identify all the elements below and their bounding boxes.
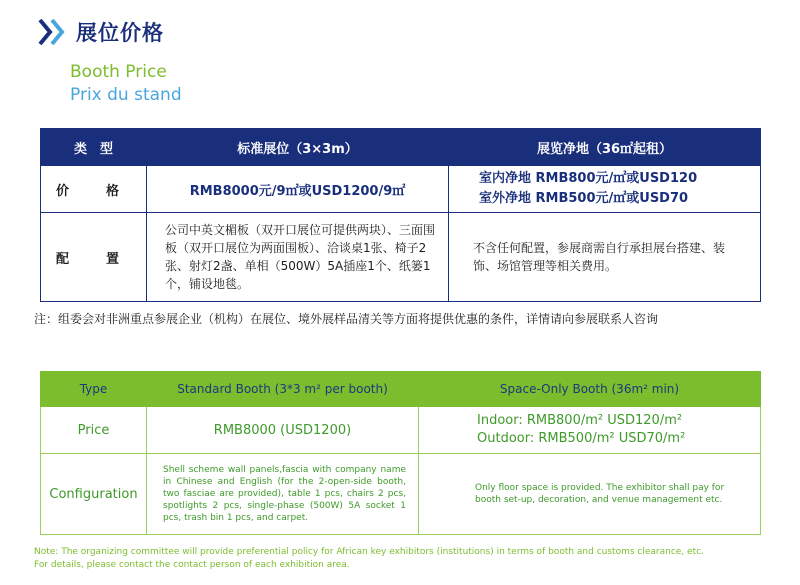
config-standard: Shell scheme wall panels,fascia with company name in Chinese and English (for the 2-open-side booth, two fasciae are provided), table 1 pcs, chairs 2 pcs, spotlights 2 pcs, single-phase (500W) 5A socket 1 pcs, trash bin 1 pcs, and carpet.: [147, 454, 419, 535]
row-label-price: Price: [41, 407, 147, 454]
table-header-row: [41, 372, 761, 407]
price-outdoor: 室外净地 RMB500元/㎡或USD70: [479, 191, 689, 206]
row-label-price: 价 格: [41, 166, 147, 213]
table-row-price: [41, 166, 761, 213]
table-row-config: [41, 454, 761, 535]
header-space-only: 展览净地（36㎡起租）: [449, 129, 761, 166]
note-cn: 注：组委会对非洲重点参展企业（机构）在展位、境外展样品清关等方面将提供优惠的条件，详情请向参展联系人咨询: [34, 312, 659, 326]
note-en: [34, 546, 704, 572]
price-standard: RMB8000元/9㎡或USD1200/9㎡: [147, 166, 449, 213]
header-type: Type: [41, 372, 147, 407]
note-en-line1: Note: The organizing committee will provide preferential policy for African key exhibitors (institutions) in terms of booth and customs clearance, etc.: [34, 547, 704, 557]
page-title-fr: Prix du stand: [70, 85, 182, 105]
header-standard-booth: Standard Booth (3*3 m² per booth): [147, 372, 419, 407]
config-standard: 公司中英文楣板（双开口展位可提供两块）、三面围板（双开口展位为两面围板）、洽谈桌1张、椅子2张、射灯2盏、单相（500W）5A插座1个、纸篓1个，铺设地毯。: [147, 213, 449, 302]
header-type: 类 型: [41, 129, 147, 166]
price-table-en: [40, 371, 761, 535]
price-space-only: [449, 166, 761, 213]
price-table-cn: [40, 128, 761, 302]
page-title-cn: 展位价格: [76, 21, 164, 45]
price-indoor: Indoor: RMB800/m² USD120/m²: [477, 413, 683, 428]
table-row-config: [41, 213, 761, 302]
price-standard: RMB8000 (USD1200): [147, 407, 419, 454]
header-standard-booth: 标准展位（3×3m）: [147, 129, 449, 166]
price-outdoor: Outdoor: RMB500/m² USD70/m²: [477, 431, 686, 446]
row-label-config: 配 置: [41, 213, 147, 302]
double-chevron-right-icon: [36, 17, 70, 47]
config-space-only: 不含任何配置，参展商需自行承担展台搭建、装饰、场馆管理等相关费用。: [449, 213, 761, 302]
table-header-row: [41, 129, 761, 166]
config-space-only: Only floor space is provided. The exhibitor shall pay for booth set-up, decoration, and venue management etc.: [419, 454, 761, 535]
table-row-price: [41, 407, 761, 454]
price-indoor: 室内净地 RMB800元/㎡或USD120: [479, 171, 698, 186]
note-en-line2: For details, please contact the contact person of each exhibition area.: [34, 560, 350, 570]
section-header: [36, 14, 164, 50]
row-label-config: Configuration: [41, 454, 147, 535]
price-space-only: [419, 407, 761, 454]
page-title-en: Booth Price: [70, 62, 167, 82]
header-space-only: Space-Only Booth (36m² min): [419, 372, 761, 407]
